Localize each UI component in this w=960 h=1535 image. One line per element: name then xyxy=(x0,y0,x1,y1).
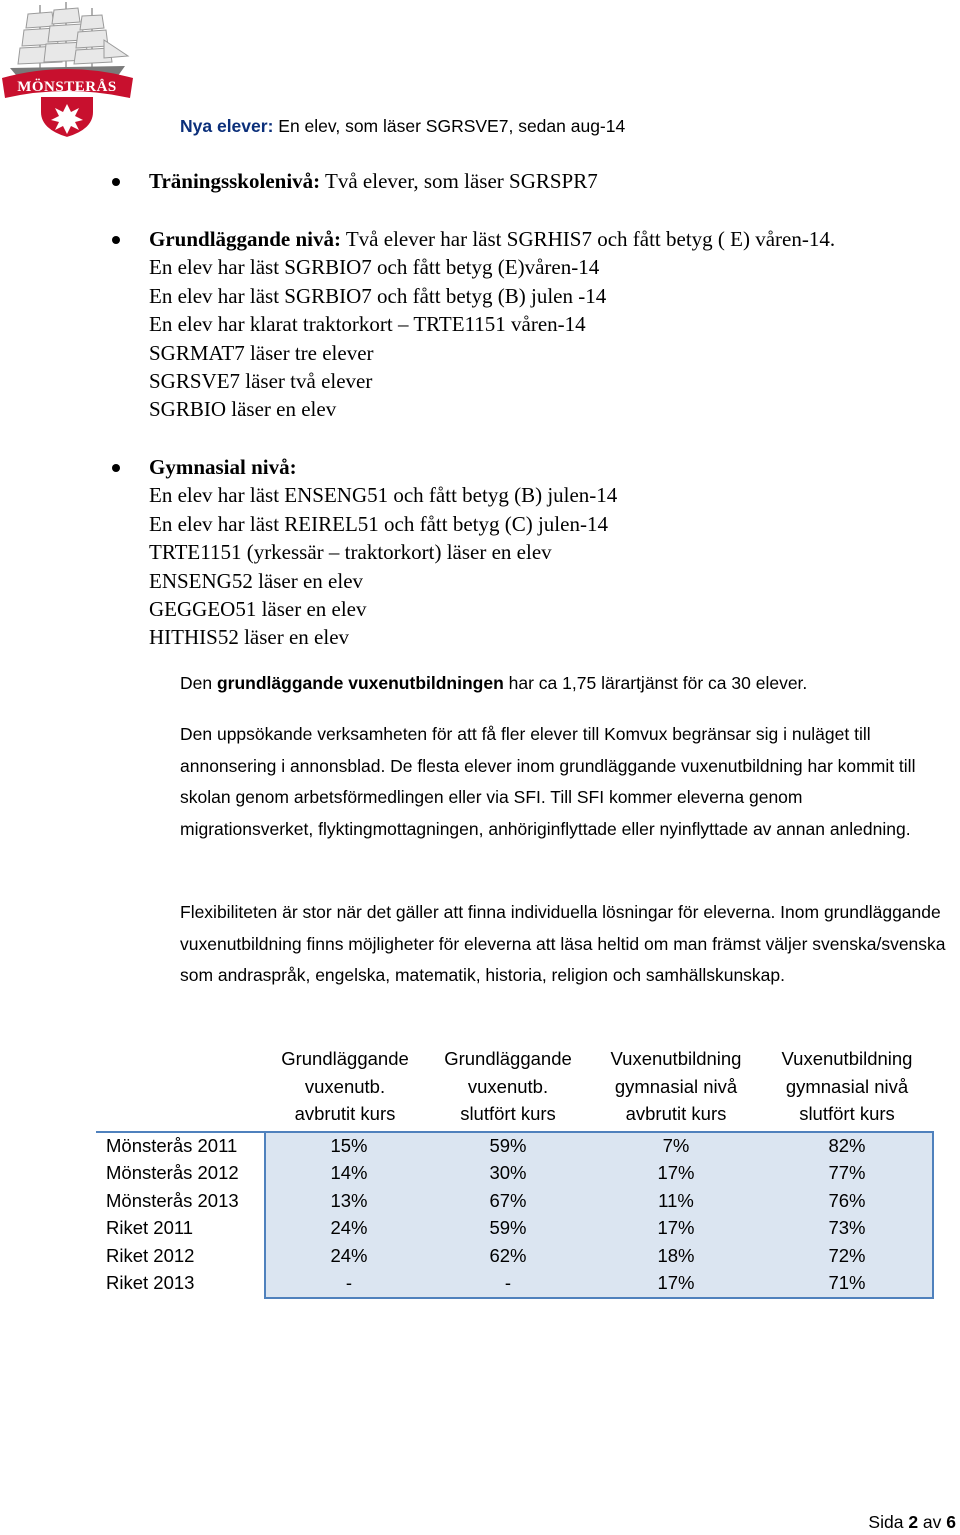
table-top-border xyxy=(96,1131,934,1133)
table-cell: 30% xyxy=(489,1162,527,1183)
table-cell: 59% xyxy=(489,1135,527,1156)
table-cell: 17% xyxy=(657,1162,695,1183)
basic-level-first-line xyxy=(149,225,835,253)
table-cell: 11% xyxy=(658,1190,694,1211)
table-cell: 76% xyxy=(828,1190,866,1211)
basic-level-line: En elev har läst SGRBIO7 och fått betyg (B) julen -14 xyxy=(149,283,607,308)
monsteras-logo xyxy=(0,0,135,140)
basic-level-line: En elev har klarat traktorkort – TRTE1151 våren-14 xyxy=(149,312,586,337)
basic-level-line: SGRBIO läser en elev xyxy=(149,397,337,422)
basic-level-line: En elev har läst SGRBIO7 och fått betyg (E)våren-14 xyxy=(149,255,600,280)
table-cell: 59% xyxy=(489,1217,527,1238)
para1-bold: grundläggande vuxenutbildningen xyxy=(216,673,504,693)
table-row-label: Mönsterås 2011 xyxy=(106,1135,238,1156)
upper-secondary-line: En elev har läst ENSENG51 och fått betyg (B) julen-14 xyxy=(149,483,618,508)
paragraph-staffing xyxy=(180,668,960,700)
table-cell: 14% xyxy=(330,1162,368,1183)
new-students-text: En elev, som läser SGRSVE7, sedan aug-14 xyxy=(278,116,626,136)
upper-secondary-line: TRTE1151 (yrkessär – traktorkort) läser en elev xyxy=(149,540,552,565)
training-level-line xyxy=(149,167,598,195)
table-cell: 67% xyxy=(489,1190,527,1211)
upper-secondary-heading: Gymnasial nivå: xyxy=(149,455,297,479)
table-cell: 73% xyxy=(828,1217,866,1238)
basic-level-first-text: Två elever har läst SGRHIS7 och fått betyg ( E) våren-14. xyxy=(345,227,836,251)
basic-level-line: SGRMAT7 läser tre elever xyxy=(149,340,374,365)
new-students-line xyxy=(180,116,625,137)
table-cell: 82% xyxy=(828,1135,866,1156)
basic-level-line: SGRSVE7 läser två elever xyxy=(149,369,373,394)
table-header-col4: Vuxenutbildning gymnasial nivå slutfört kurs xyxy=(781,1048,913,1124)
table-cell: 71% xyxy=(828,1272,866,1293)
table-header-col3: Vuxenutbildning gymnasial nivå avbrutit kurs xyxy=(610,1048,742,1124)
para1-pre: Den xyxy=(180,673,217,693)
training-level-heading: Träningsskolenivå: xyxy=(149,169,321,193)
table-row-label: Mönsterås 2012 xyxy=(106,1162,239,1183)
bullet-icon xyxy=(112,464,120,472)
table-cell: 18% xyxy=(657,1245,695,1266)
paragraph-outreach: Den uppsökande verksamheten för att få fler elever till Komvux begränsar sig i nuläget till annonsering i annonsblad. De flesta elever inom grundläggande vuxenutbildning har kommit till skolan genom arbetsförmedlingen eller via SFI. Till SFI kommer eleverna genom migrationsverket, flyktingmottagningen, anhöriginflyttade eller nyinflyttade av annan anledning. xyxy=(180,724,916,839)
upper-secondary-line: HITHIS52 läser en elev xyxy=(149,625,350,650)
table-cell: 24% xyxy=(330,1245,368,1266)
table-cell: 7% xyxy=(662,1135,690,1156)
table-row-label: Mönsterås 2013 xyxy=(106,1190,239,1211)
new-students-label: Nya elever: xyxy=(180,116,274,136)
table-row-label: Riket 2012 xyxy=(106,1245,195,1266)
paragraph-flexibility: Flexibiliteten är stor när det gäller att finna individuella lösningar för eleverna. Inom grundläggande vuxenutbildning finns möjligheter för eleverna att läsa heltid om man främst väljer svenska/svenska som andraspråk, engelska, matematik, historia, religion och samhällskunskap. xyxy=(180,902,946,985)
logo-text: MÖNSTERÅS xyxy=(17,79,117,95)
table-cell: 72% xyxy=(828,1245,866,1266)
table-cell: 15% xyxy=(330,1135,368,1156)
bullet-icon xyxy=(112,178,120,186)
table-header-col2: Grundläggande vuxenutb. slutfört kurs xyxy=(444,1048,572,1124)
upper-secondary-line: En elev har läst REIREL51 och fått betyg (C) julen-14 xyxy=(149,511,608,536)
training-level-text: Två elever, som läser SGRSPR7 xyxy=(325,169,598,193)
upper-secondary-line: ENSENG52 läser en elev xyxy=(149,568,364,593)
table-cell: 13% xyxy=(330,1190,368,1211)
table-cell: 24% xyxy=(330,1217,368,1238)
table-header-col1: Grundläggande vuxenutb. avbrutit kurs xyxy=(281,1048,409,1124)
table-row-label: Riket 2011 xyxy=(106,1217,194,1238)
table-cell: 17% xyxy=(657,1272,695,1293)
bullet-icon xyxy=(112,236,120,244)
basic-level-heading: Grundläggande nivå: xyxy=(149,227,341,251)
page-number: Sida 2 av 6 xyxy=(868,1512,956,1532)
table-cell: 17% xyxy=(657,1217,695,1238)
upper-secondary-block xyxy=(149,453,617,652)
table-bottom-border xyxy=(264,1297,934,1299)
basic-level-block xyxy=(149,225,835,424)
table-cell: 62% xyxy=(489,1245,527,1266)
table-cell: 77% xyxy=(828,1162,866,1183)
upper-secondary-line: GEGGEO51 läser en elev xyxy=(149,597,367,622)
table-row-label: Riket 2013 xyxy=(106,1272,195,1293)
table-cell: - xyxy=(504,1272,512,1293)
table-cell: - xyxy=(345,1272,353,1293)
para1-post: har ca 1,75 lärartjänst för ca 30 elever. xyxy=(503,673,808,693)
table-right-border xyxy=(932,1131,934,1299)
